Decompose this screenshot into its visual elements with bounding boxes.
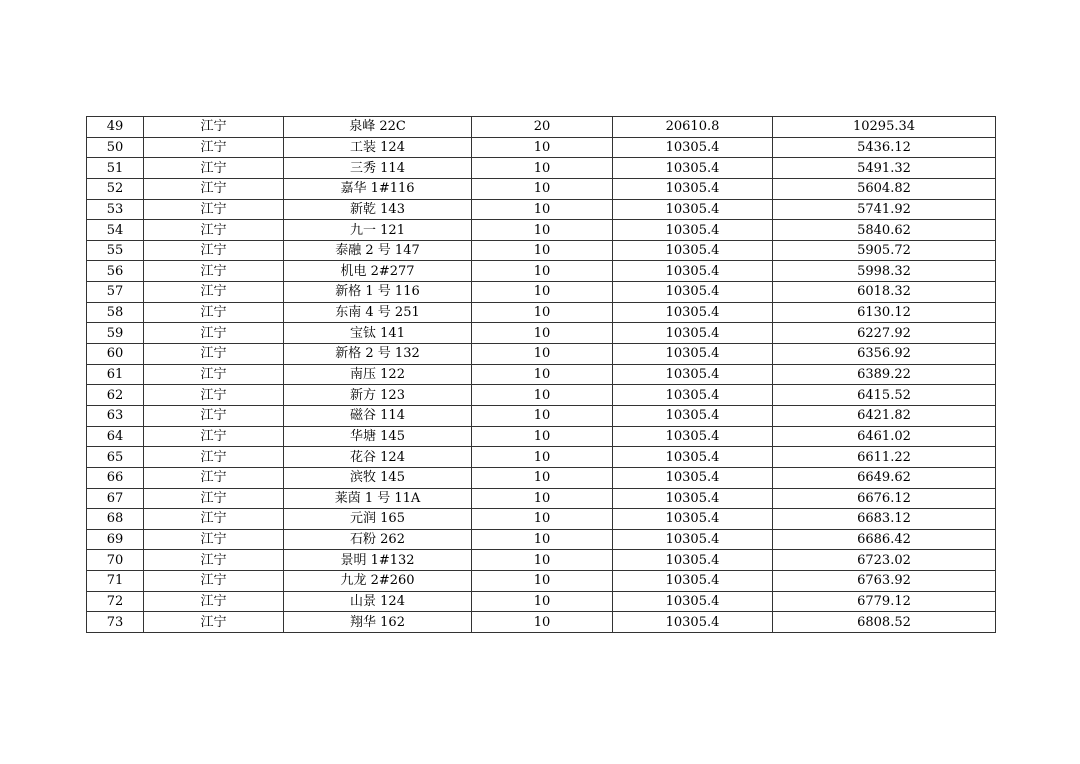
row-number-cell: 54 <box>87 220 144 241</box>
station-name-cell: 新方 123 <box>284 385 472 406</box>
value-cell: 6421.82 <box>773 405 996 426</box>
row-number-cell: 72 <box>87 591 144 612</box>
station-name-cell: 山景 124 <box>284 591 472 612</box>
district-cell: 江宁 <box>144 282 284 303</box>
value-cell: 6683.12 <box>773 509 996 530</box>
row-number-cell: 50 <box>87 137 144 158</box>
district-cell: 江宁 <box>144 344 284 365</box>
station-name-cell: 工装 124 <box>284 137 472 158</box>
value-cell: 5905.72 <box>773 240 996 261</box>
station-name-cell: 三秀 114 <box>284 158 472 179</box>
station-name-cell: 泰融 2 号 147 <box>284 240 472 261</box>
table-row <box>87 591 996 612</box>
station-name-cell: 莱茵 1 号 11A <box>284 488 472 509</box>
station-name-cell: 机电 2#277 <box>284 261 472 282</box>
table-row <box>87 158 996 179</box>
station-name-cell: 东南 4 号 251 <box>284 302 472 323</box>
station-name-cell: 嘉华 1#116 <box>284 178 472 199</box>
station-name-cell: 九一 121 <box>284 220 472 241</box>
quantity-cell: 10 <box>472 344 613 365</box>
quantity-cell: 10 <box>472 509 613 530</box>
station-name-cell: 景明 1#132 <box>284 550 472 571</box>
quantity-cell: 10 <box>472 405 613 426</box>
row-number-cell: 61 <box>87 364 144 385</box>
table-row <box>87 220 996 241</box>
row-number-cell: 49 <box>87 117 144 138</box>
district-cell: 江宁 <box>144 220 284 241</box>
amount-cell: 10305.4 <box>613 571 773 592</box>
quantity-cell: 10 <box>472 571 613 592</box>
value-cell: 5998.32 <box>773 261 996 282</box>
table-row <box>87 261 996 282</box>
station-name-cell: 九龙 2#260 <box>284 571 472 592</box>
district-cell: 江宁 <box>144 178 284 199</box>
value-cell: 6389.22 <box>773 364 996 385</box>
district-cell: 江宁 <box>144 488 284 509</box>
district-cell: 江宁 <box>144 550 284 571</box>
amount-cell: 10305.4 <box>613 220 773 241</box>
quantity-cell: 10 <box>472 282 613 303</box>
row-number-cell: 62 <box>87 385 144 406</box>
district-cell: 江宁 <box>144 158 284 179</box>
table-row <box>87 323 996 344</box>
station-name-cell: 石粉 262 <box>284 529 472 550</box>
quantity-cell: 10 <box>472 447 613 468</box>
table-row <box>87 447 996 468</box>
amount-cell: 10305.4 <box>613 488 773 509</box>
row-number-cell: 70 <box>87 550 144 571</box>
quantity-cell: 10 <box>472 240 613 261</box>
row-number-cell: 68 <box>87 509 144 530</box>
row-number-cell: 67 <box>87 488 144 509</box>
table-row <box>87 550 996 571</box>
table-row <box>87 137 996 158</box>
amount-cell: 10305.4 <box>613 405 773 426</box>
district-cell: 江宁 <box>144 117 284 138</box>
row-number-cell: 65 <box>87 447 144 468</box>
value-cell: 6763.92 <box>773 571 996 592</box>
quantity-cell: 10 <box>472 591 613 612</box>
district-cell: 江宁 <box>144 612 284 633</box>
amount-cell: 10305.4 <box>613 591 773 612</box>
row-number-cell: 58 <box>87 302 144 323</box>
station-name-cell: 南压 122 <box>284 364 472 385</box>
quantity-cell: 10 <box>472 488 613 509</box>
table-body <box>87 117 996 633</box>
row-number-cell: 56 <box>87 261 144 282</box>
quantity-cell: 10 <box>472 364 613 385</box>
quantity-cell: 10 <box>472 426 613 447</box>
amount-cell: 10305.4 <box>613 426 773 447</box>
value-cell: 6227.92 <box>773 323 996 344</box>
district-cell: 江宁 <box>144 405 284 426</box>
table-row <box>87 509 996 530</box>
station-name-cell: 滨牧 145 <box>284 467 472 488</box>
station-name-cell: 磁谷 114 <box>284 405 472 426</box>
district-cell: 江宁 <box>144 591 284 612</box>
quantity-cell: 10 <box>472 302 613 323</box>
row-number-cell: 53 <box>87 199 144 220</box>
quantity-cell: 10 <box>472 385 613 406</box>
station-name-cell: 新格 1 号 116 <box>284 282 472 303</box>
district-cell: 江宁 <box>144 302 284 323</box>
row-number-cell: 71 <box>87 571 144 592</box>
district-cell: 江宁 <box>144 529 284 550</box>
value-cell: 6611.22 <box>773 447 996 468</box>
table-row <box>87 405 996 426</box>
amount-cell: 10305.4 <box>613 612 773 633</box>
row-number-cell: 55 <box>87 240 144 261</box>
quantity-cell: 20 <box>472 117 613 138</box>
amount-cell: 10305.4 <box>613 240 773 261</box>
value-cell: 6779.12 <box>773 591 996 612</box>
amount-cell: 10305.4 <box>613 509 773 530</box>
amount-cell: 10305.4 <box>613 364 773 385</box>
quantity-cell: 10 <box>472 467 613 488</box>
table-row <box>87 364 996 385</box>
quantity-cell: 10 <box>472 612 613 633</box>
row-number-cell: 69 <box>87 529 144 550</box>
quantity-cell: 10 <box>472 178 613 199</box>
quantity-cell: 10 <box>472 323 613 344</box>
table-row <box>87 488 996 509</box>
row-number-cell: 57 <box>87 282 144 303</box>
quantity-cell: 10 <box>472 220 613 241</box>
table-row <box>87 199 996 220</box>
table-row <box>87 426 996 447</box>
quantity-cell: 10 <box>472 529 613 550</box>
station-name-cell: 泉峰 22C <box>284 117 472 138</box>
district-cell: 江宁 <box>144 261 284 282</box>
station-name-cell: 华塘 145 <box>284 426 472 447</box>
row-number-cell: 73 <box>87 612 144 633</box>
value-cell: 6018.32 <box>773 282 996 303</box>
value-cell: 5436.12 <box>773 137 996 158</box>
district-cell: 江宁 <box>144 137 284 158</box>
value-cell: 6649.62 <box>773 467 996 488</box>
district-cell: 江宁 <box>144 509 284 530</box>
district-cell: 江宁 <box>144 447 284 468</box>
district-cell: 江宁 <box>144 467 284 488</box>
row-number-cell: 63 <box>87 405 144 426</box>
value-cell: 5840.62 <box>773 220 996 241</box>
value-cell: 6130.12 <box>773 302 996 323</box>
amount-cell: 10305.4 <box>613 447 773 468</box>
value-cell: 6808.52 <box>773 612 996 633</box>
value-cell: 6356.92 <box>773 344 996 365</box>
district-cell: 江宁 <box>144 364 284 385</box>
value-cell: 6686.42 <box>773 529 996 550</box>
quantity-cell: 10 <box>472 158 613 179</box>
station-name-cell: 宝钛 141 <box>284 323 472 344</box>
table-row <box>87 282 996 303</box>
table-row <box>87 178 996 199</box>
value-cell: 5604.82 <box>773 178 996 199</box>
station-name-cell: 翔华 162 <box>284 612 472 633</box>
station-name-cell: 元润 165 <box>284 509 472 530</box>
value-cell: 6676.12 <box>773 488 996 509</box>
row-number-cell: 60 <box>87 344 144 365</box>
station-name-cell: 新乾 143 <box>284 199 472 220</box>
value-cell: 5741.92 <box>773 199 996 220</box>
amount-cell: 10305.4 <box>613 261 773 282</box>
table-row <box>87 385 996 406</box>
amount-cell: 10305.4 <box>613 467 773 488</box>
value-cell: 10295.34 <box>773 117 996 138</box>
district-cell: 江宁 <box>144 426 284 447</box>
district-cell: 江宁 <box>144 571 284 592</box>
amount-cell: 10305.4 <box>613 302 773 323</box>
row-number-cell: 52 <box>87 178 144 199</box>
district-cell: 江宁 <box>144 323 284 344</box>
table-row <box>87 302 996 323</box>
quantity-cell: 10 <box>472 199 613 220</box>
table-row <box>87 529 996 550</box>
quantity-cell: 10 <box>472 550 613 571</box>
amount-cell: 10305.4 <box>613 323 773 344</box>
data-table <box>86 116 996 633</box>
value-cell: 6415.52 <box>773 385 996 406</box>
amount-cell: 10305.4 <box>613 282 773 303</box>
station-name-cell: 花谷 124 <box>284 447 472 468</box>
table-row <box>87 467 996 488</box>
amount-cell: 10305.4 <box>613 178 773 199</box>
table-row <box>87 612 996 633</box>
quantity-cell: 10 <box>472 137 613 158</box>
table-row <box>87 240 996 261</box>
amount-cell: 10305.4 <box>613 137 773 158</box>
amount-cell: 20610.8 <box>613 117 773 138</box>
district-cell: 江宁 <box>144 385 284 406</box>
amount-cell: 10305.4 <box>613 158 773 179</box>
value-cell: 5491.32 <box>773 158 996 179</box>
district-cell: 江宁 <box>144 240 284 261</box>
value-cell: 6461.02 <box>773 426 996 447</box>
table-row <box>87 117 996 138</box>
row-number-cell: 59 <box>87 323 144 344</box>
table-row <box>87 344 996 365</box>
table-row <box>87 571 996 592</box>
value-cell: 6723.02 <box>773 550 996 571</box>
row-number-cell: 66 <box>87 467 144 488</box>
amount-cell: 10305.4 <box>613 385 773 406</box>
station-name-cell: 新格 2 号 132 <box>284 344 472 365</box>
amount-cell: 10305.4 <box>613 199 773 220</box>
row-number-cell: 64 <box>87 426 144 447</box>
amount-cell: 10305.4 <box>613 550 773 571</box>
amount-cell: 10305.4 <box>613 344 773 365</box>
amount-cell: 10305.4 <box>613 529 773 550</box>
district-cell: 江宁 <box>144 199 284 220</box>
row-number-cell: 51 <box>87 158 144 179</box>
quantity-cell: 10 <box>472 261 613 282</box>
